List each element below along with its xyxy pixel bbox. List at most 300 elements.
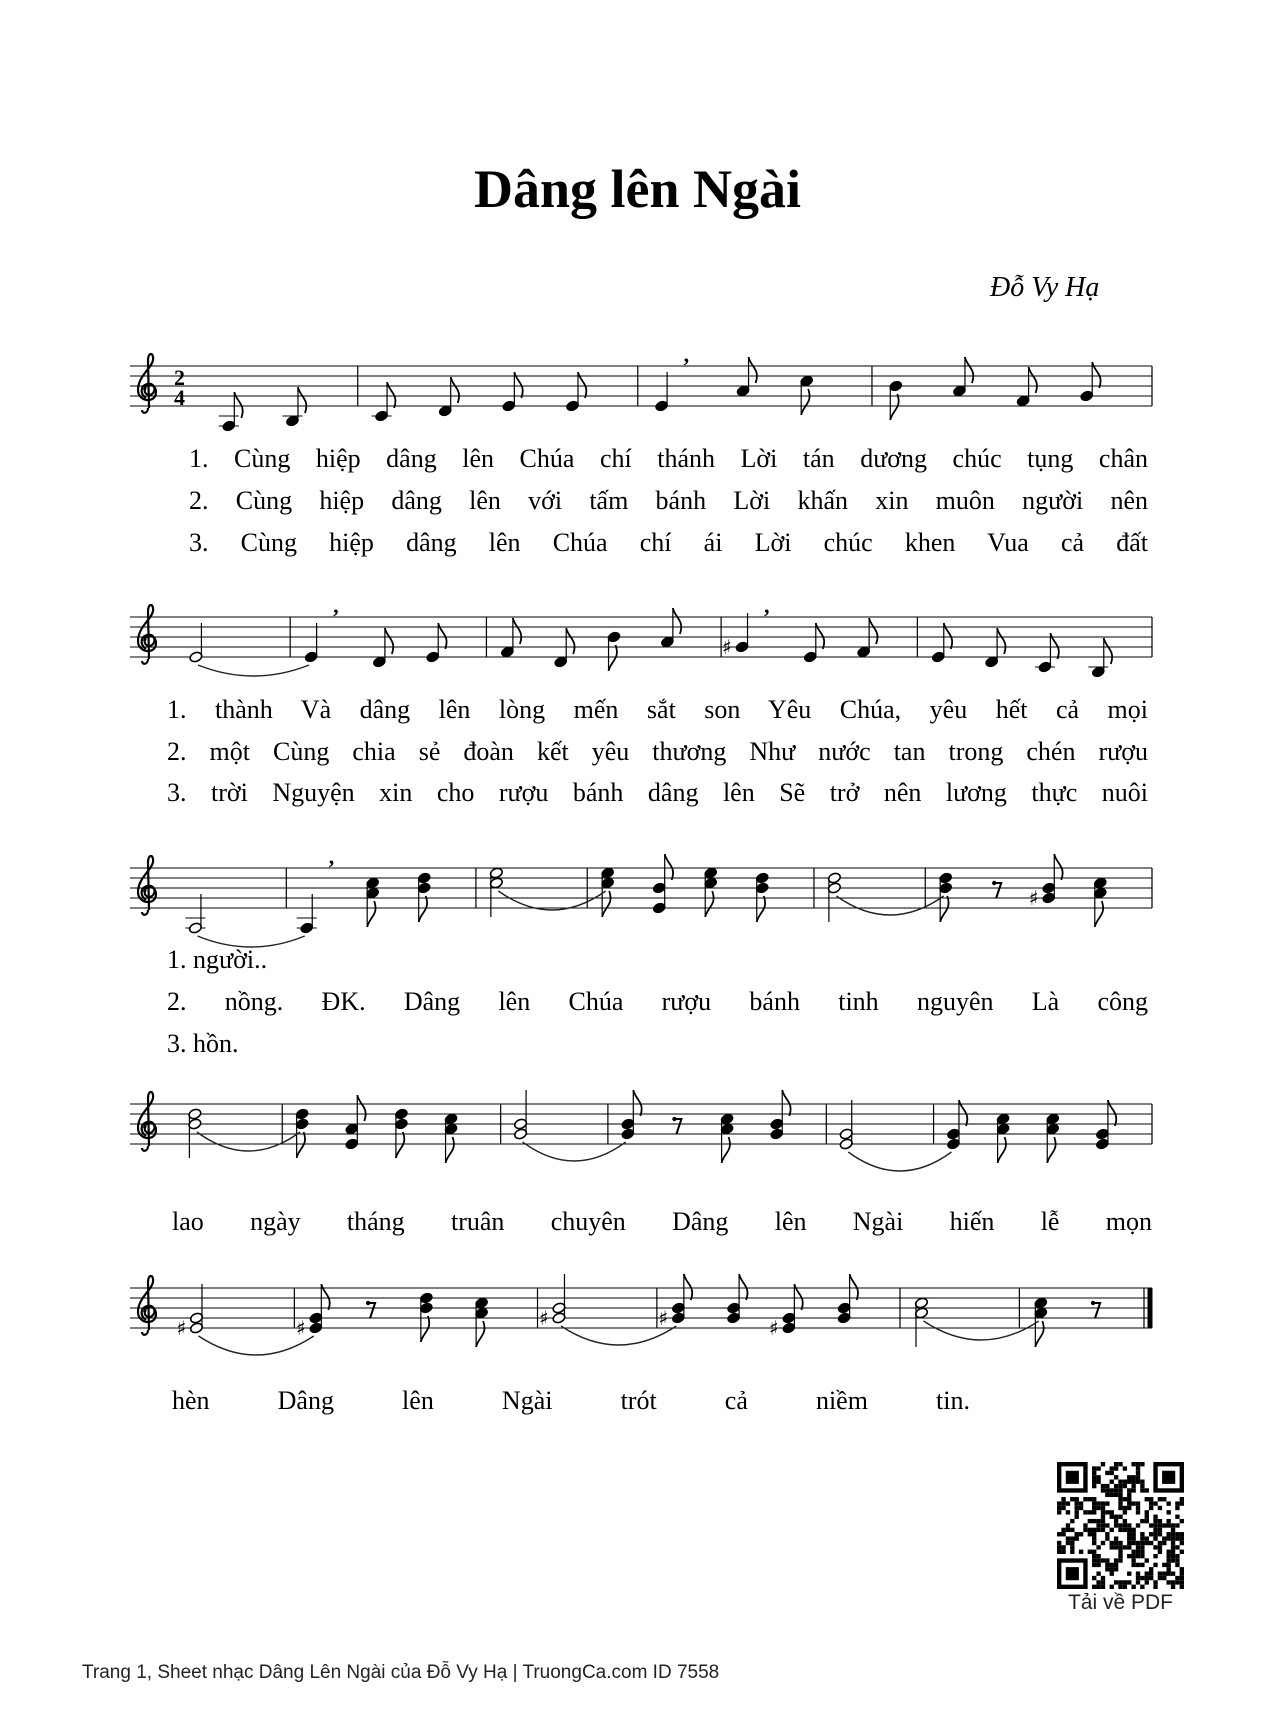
qr-module: [1066, 1536, 1070, 1540]
qr-module: [1175, 1532, 1179, 1536]
qr-module: [1118, 1585, 1122, 1589]
note: [800, 375, 814, 415]
qr-module: [1066, 1528, 1070, 1532]
qr-module: [1162, 1563, 1166, 1567]
lyric-verse-1: 1. người..: [167, 945, 268, 974]
note: [660, 608, 681, 648]
qr-module: [1096, 1506, 1100, 1510]
eighth-flag: [665, 854, 673, 880]
eighth-flag: [476, 1321, 484, 1347]
tie-slur: [198, 665, 309, 676]
qr-module: [1162, 1523, 1166, 1527]
lyric-verse-3: 3. Cùng hiệp dâng lên Chúa chí ái Lời chúc khen Vua cả đất: [189, 528, 1148, 557]
qr-module: [1118, 1493, 1122, 1497]
qr-module: [1114, 1563, 1118, 1567]
eighth-flag: [367, 901, 375, 927]
qr-module: [1083, 1497, 1087, 1501]
qr-module: [1145, 1510, 1149, 1514]
qr-module: [1110, 1471, 1114, 1475]
sharp-icon: ♯: [538, 1306, 549, 1330]
qr-module: [1101, 1528, 1105, 1532]
qr-module: [1092, 1558, 1096, 1562]
qr-module: [1070, 1528, 1074, 1532]
note: [185, 894, 205, 934]
qr-module: [1127, 1580, 1131, 1584]
note: [188, 1108, 202, 1158]
qr-module: [1123, 1580, 1127, 1584]
lyric-verse-1: 1. Cùng hiệp dâng lên Chúa chí thánh Lời tán dương chúc tụng chân: [189, 444, 1148, 473]
eighth-flag: [997, 628, 1005, 654]
qr-module: [1066, 1541, 1070, 1545]
qr-module: [1158, 1545, 1162, 1549]
note: [736, 357, 757, 397]
qr-module: [1096, 1563, 1100, 1567]
note: [827, 872, 841, 922]
qr-module: [1061, 1550, 1065, 1554]
qr-module: [1123, 1510, 1127, 1514]
qr-module: [1145, 1536, 1149, 1540]
qr-module: [1171, 1585, 1175, 1589]
eighth-flag: [385, 628, 393, 654]
eighth-rest-icon: [367, 1303, 375, 1318]
note: [366, 877, 380, 927]
staff: [130, 593, 1152, 678]
qr-module: [1088, 1532, 1092, 1536]
qr-module: [1180, 1536, 1184, 1540]
qr-module: [1140, 1532, 1144, 1536]
note: [654, 342, 689, 412]
qr-module: [1118, 1580, 1122, 1584]
note: [839, 1100, 853, 1150]
qr-module: [1096, 1571, 1100, 1575]
qr-module: [1136, 1563, 1140, 1567]
note: [513, 1090, 527, 1140]
qr-module: [1057, 1532, 1061, 1536]
note: [295, 1108, 309, 1158]
qr-module: [1057, 1545, 1061, 1549]
qr-module: [1136, 1471, 1140, 1475]
eighth-flag: [446, 1137, 454, 1163]
qr-module: [1127, 1501, 1131, 1505]
sharp-icon: ♯: [722, 635, 732, 659]
eighth-flag: [513, 618, 521, 644]
note: [419, 1292, 433, 1342]
qr-module: [1140, 1536, 1144, 1540]
qr-module: [1092, 1480, 1096, 1484]
qr-module: [1083, 1528, 1087, 1532]
qr-module: [1140, 1480, 1144, 1484]
qr-module: [1131, 1558, 1135, 1562]
treble-clef-icon: [138, 1276, 156, 1335]
qr-module: [1153, 1554, 1157, 1558]
staff: [130, 342, 1152, 432]
qr-module: [1114, 1515, 1118, 1519]
qr-module: [1118, 1554, 1122, 1558]
eighth-flag: [421, 1316, 429, 1342]
qr-module: [1110, 1541, 1114, 1545]
eighth-flag: [1054, 854, 1062, 880]
lyric-chorus: hèn Dâng lên Ngài trót cả niềm tin.: [172, 1386, 970, 1415]
note: [176, 1284, 203, 1340]
qr-module: [1166, 1532, 1170, 1536]
breath-mark-icon: ,: [333, 593, 339, 618]
qr-module: [1057, 1506, 1061, 1510]
qr-module: [1114, 1475, 1118, 1479]
qr-module: [1166, 1563, 1170, 1567]
qr-module: [1123, 1506, 1127, 1510]
qr-module: [1166, 1554, 1170, 1558]
qr-module: [1114, 1488, 1118, 1492]
qr-module: [1131, 1462, 1135, 1466]
qr-module: [1162, 1576, 1166, 1580]
qr-module: [1092, 1506, 1096, 1510]
qr-module: [1127, 1497, 1131, 1501]
lyric-verse-3: 3. trời Nguyện xin cho rượu bánh dâng lên Sẽ trở nên lương thực nuôi: [167, 778, 1148, 807]
breath-mark-icon: ,: [683, 342, 690, 367]
qr-module: [1180, 1541, 1184, 1545]
qr-module: [1158, 1528, 1162, 1532]
staff: [130, 1090, 1152, 1171]
eighth-flag: [419, 896, 427, 922]
eighth-flag: [1104, 638, 1112, 664]
qr-module: [1153, 1563, 1157, 1567]
note: [607, 631, 621, 671]
qr-module: [1079, 1532, 1083, 1536]
note: [984, 628, 1005, 668]
qr-module: [1158, 1523, 1162, 1527]
tie-slur: [197, 1132, 300, 1151]
eighth-rest-icon: [673, 1119, 681, 1134]
qr-module: [1175, 1501, 1179, 1505]
qr-module: [1101, 1484, 1105, 1488]
qr-module: [1127, 1541, 1131, 1545]
eighth-flag: [998, 1137, 1006, 1163]
qr-module: [1088, 1497, 1092, 1501]
qr-module: [1171, 1528, 1175, 1532]
eighth-flag: [609, 645, 617, 671]
qr-module: [1075, 1497, 1079, 1501]
qr-module: [1114, 1580, 1118, 1584]
qr-module: [1118, 1558, 1122, 1562]
note: [1093, 877, 1107, 927]
tie-slur: [523, 1142, 626, 1161]
treble-clef-icon: [138, 856, 156, 915]
qr-module: [1149, 1523, 1153, 1527]
qr-module: [1101, 1488, 1105, 1492]
qr-module: [1131, 1475, 1135, 1479]
eighth-flag: [1095, 901, 1103, 927]
qr-module: [1131, 1541, 1135, 1545]
qr-module: [1153, 1532, 1157, 1536]
note: [621, 1090, 642, 1140]
note: [770, 1090, 791, 1140]
note: [856, 618, 877, 658]
qr-module: [1088, 1510, 1092, 1514]
qr-module: [1136, 1576, 1140, 1580]
qr-module: [1166, 1501, 1170, 1505]
qr-module: [1118, 1541, 1122, 1545]
qr-module: [1180, 1532, 1184, 1536]
qr-module: [1092, 1466, 1096, 1470]
qr-module: [1110, 1515, 1114, 1519]
tie-slur: [498, 891, 605, 910]
note: [554, 628, 575, 668]
qr-module: [1110, 1567, 1114, 1571]
qr-module: [1123, 1497, 1127, 1501]
qr-module: [1127, 1536, 1131, 1540]
qr-module: [1096, 1558, 1100, 1562]
eighth-rest-icon: [1092, 1303, 1100, 1318]
qr-module: [1131, 1501, 1135, 1505]
note: [914, 1297, 928, 1347]
qr-module: [1075, 1536, 1079, 1540]
qr-module: [1175, 1545, 1179, 1549]
qr-module: [1118, 1480, 1122, 1484]
qr-module: [1092, 1554, 1096, 1558]
qr-module: [1149, 1532, 1153, 1536]
eighth-flag: [749, 357, 757, 383]
qr-module: [1149, 1497, 1153, 1501]
qr-module: [1136, 1545, 1140, 1549]
qr-module: [1166, 1567, 1170, 1571]
qr-module: [1105, 1532, 1109, 1536]
qr-module: [1079, 1550, 1083, 1554]
qr-module: [1105, 1558, 1109, 1562]
eighth-flag: [850, 1274, 858, 1300]
qr-module: [1171, 1558, 1175, 1562]
qr-module: [1057, 1541, 1061, 1545]
qr-module: [1101, 1585, 1105, 1589]
note: [946, 1100, 967, 1150]
qr-module: [1118, 1550, 1122, 1554]
note: [304, 593, 339, 663]
note: [444, 1113, 458, 1163]
qr-module: [1171, 1541, 1175, 1545]
eighth-flag: [705, 891, 713, 917]
qr-module: [1149, 1571, 1153, 1575]
qr-module: [1175, 1563, 1179, 1567]
note: [438, 377, 459, 417]
qr-module: [1136, 1580, 1140, 1584]
qr-module: [1105, 1567, 1109, 1571]
qr-module: [1140, 1545, 1144, 1549]
eighth-flag: [1029, 367, 1037, 393]
time-signature-bottom: 4: [174, 385, 185, 410]
qr-module: [1079, 1501, 1083, 1505]
qr-module: [1158, 1550, 1162, 1554]
note: [372, 628, 393, 668]
tie-slur: [836, 896, 943, 915]
eighth-flag: [757, 896, 765, 922]
qr-module: [1175, 1506, 1179, 1510]
qr-module: [1118, 1523, 1122, 1527]
note: [1029, 854, 1063, 910]
qr-module: [1166, 1558, 1170, 1562]
qr-module: [1127, 1488, 1131, 1492]
qr-module: [1110, 1585, 1114, 1589]
qr-module: [1096, 1466, 1100, 1470]
qr-module: [1114, 1558, 1118, 1562]
qr-module: [1105, 1471, 1109, 1475]
qr-module: [1171, 1550, 1175, 1554]
qr-module: [1140, 1541, 1144, 1545]
qr-module: [1057, 1501, 1061, 1505]
qr-module: [1105, 1484, 1109, 1488]
qr-module: [1145, 1519, 1149, 1523]
qr-module: [1153, 1585, 1157, 1589]
qr-module: [1101, 1580, 1105, 1584]
note: [500, 618, 521, 658]
note: [720, 1113, 734, 1163]
qr-module: [1092, 1563, 1096, 1567]
eighth-flag: [684, 1274, 692, 1300]
qr-module: [1123, 1523, 1127, 1527]
qr-module: [1105, 1488, 1109, 1492]
note: [372, 382, 396, 422]
qr-module: [1149, 1567, 1153, 1571]
qr-module: [1092, 1475, 1096, 1479]
qr-module: [1096, 1523, 1100, 1527]
qr-module: [1110, 1480, 1114, 1484]
qr-module: [1057, 1550, 1061, 1554]
qr-module: [1171, 1532, 1175, 1536]
qr-module: [1140, 1462, 1144, 1466]
sharp-icon: ♯: [295, 1316, 306, 1340]
qr-module: [1110, 1493, 1114, 1497]
qr-module: [1171, 1523, 1175, 1527]
eighth-flag: [782, 1090, 790, 1116]
qr-module: [1127, 1528, 1131, 1532]
treble-clef-icon: [138, 605, 156, 664]
sharp-icon: ♯: [768, 1316, 779, 1340]
qr-module: [1127, 1493, 1131, 1497]
note: [219, 392, 243, 432]
qr-module: [1158, 1532, 1162, 1536]
qr-module: [1153, 1523, 1157, 1527]
qr-module: [1096, 1554, 1100, 1558]
qr-module: [1092, 1576, 1096, 1580]
qr-module: [1092, 1536, 1096, 1540]
qr-module: [1127, 1571, 1131, 1575]
qr-module: [1101, 1523, 1105, 1527]
qr-module: [1061, 1532, 1065, 1536]
qr-module: [1092, 1528, 1096, 1532]
qr-module: [1105, 1501, 1109, 1505]
lyric-verse-1: 1. thành Và dâng lên lòng mến sắt son Yêu Chúa, yêu hết cả mọi: [167, 695, 1148, 724]
qr-module: [1153, 1528, 1157, 1532]
qr-module: [1131, 1536, 1135, 1540]
qr-module: [1162, 1541, 1166, 1545]
qr-module: [1096, 1580, 1100, 1584]
qr-module: [1092, 1471, 1096, 1475]
qr-module: [1136, 1462, 1140, 1466]
qr-module: [1127, 1554, 1131, 1558]
qr-module: [1145, 1541, 1149, 1545]
qr-module: [1118, 1488, 1122, 1492]
qr-module: [1180, 1519, 1184, 1523]
note: [600, 867, 614, 917]
qr-module: [1110, 1571, 1114, 1575]
qr-module: [1140, 1585, 1144, 1589]
qr-module: [1061, 1545, 1065, 1549]
qr-module: [1175, 1558, 1179, 1562]
qr-module: [1127, 1545, 1131, 1549]
qr-module: [1131, 1528, 1135, 1532]
eighth-flag: [566, 628, 574, 654]
qr-module: [1153, 1536, 1157, 1540]
qr-module: [1158, 1571, 1162, 1575]
qr-module: [1088, 1550, 1092, 1554]
qr-module: [1057, 1510, 1061, 1514]
qr-code[interactable]: [1057, 1462, 1184, 1589]
qr-module: [1166, 1510, 1170, 1514]
tie-slur: [848, 1152, 951, 1171]
qr-module: [1180, 1501, 1184, 1505]
qr-module: [1140, 1488, 1144, 1492]
qr-module: [1127, 1523, 1131, 1527]
note: [296, 1284, 330, 1340]
qr-module: [1127, 1506, 1131, 1510]
qr-module: [1114, 1493, 1118, 1497]
note: [489, 867, 503, 917]
qr-module: [1070, 1519, 1074, 1523]
qr-module: [1153, 1501, 1157, 1505]
qr-module: [1123, 1585, 1127, 1589]
note: [1095, 1100, 1116, 1150]
qr-module: [1175, 1515, 1179, 1519]
qr-module: [1092, 1585, 1096, 1589]
sharp-icon: ♯: [658, 1306, 669, 1330]
note: [1035, 633, 1059, 673]
qr-module: [1149, 1501, 1153, 1505]
qr-module: [1180, 1585, 1184, 1589]
qr-module: [1131, 1480, 1135, 1484]
qr-module: [1149, 1541, 1153, 1545]
qr-module: [1153, 1515, 1157, 1519]
qr-module: [1101, 1558, 1105, 1562]
eighth-flag: [739, 1274, 747, 1300]
qr-module: [1145, 1580, 1149, 1584]
qr-module: [1145, 1515, 1149, 1519]
qr-module: [1162, 1536, 1166, 1540]
qr-module: [1136, 1506, 1140, 1510]
qr-module: [1175, 1536, 1179, 1540]
qr-module: [1092, 1550, 1096, 1554]
download-pdf-link[interactable]: Tải về PDF: [1067, 1591, 1174, 1614]
qr-module: [1171, 1571, 1175, 1575]
qr-module: [1110, 1466, 1114, 1470]
qr-module: [1101, 1501, 1105, 1505]
qr-module: [1180, 1550, 1184, 1554]
qr-module: [1118, 1545, 1122, 1549]
qr-module: [1061, 1506, 1065, 1510]
eighth-flag: [801, 389, 809, 415]
qr-module: [1101, 1541, 1105, 1545]
eighth-flag: [357, 1095, 365, 1121]
qr-module: [1118, 1528, 1122, 1532]
note: [417, 872, 431, 922]
note: [952, 357, 973, 397]
note: [722, 593, 770, 659]
qr-module: [1127, 1532, 1131, 1536]
qr-module: [1114, 1523, 1118, 1527]
qr-module: [1171, 1554, 1175, 1558]
eighth-flag: [1047, 1137, 1055, 1163]
note: [297, 844, 335, 934]
qr-module: [1088, 1519, 1092, 1523]
qr-module: [1171, 1580, 1175, 1584]
qr-module: [1092, 1519, 1096, 1523]
